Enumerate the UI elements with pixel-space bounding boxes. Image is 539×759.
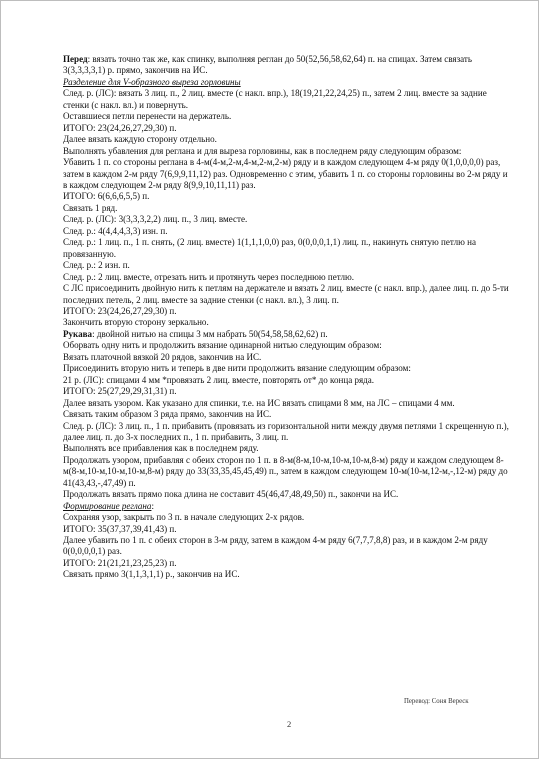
- paragraph-text: След. р. (ЛС): 3(3,3,3,2,2) лиц. п., 3 лиц. вместе.: [63, 214, 248, 225]
- paragraph-text: Закончить вторую сторону зеркально.: [63, 317, 209, 328]
- paragraph-text: ИТОГО: 35(37,37,39,41,43) п.: [63, 523, 177, 534]
- paragraph: [63, 375, 513, 386]
- paragraph-text: Выполнять убавления для реглана и для выреза горловины, как в последнем ряду следующим образом:: [63, 145, 462, 156]
- section-heading-suffix: :: [151, 500, 154, 511]
- paragraph: [63, 237, 513, 260]
- paragraph-text: ИТОГО: 25(27,29,29,31,31) п.: [63, 386, 177, 397]
- paragraph: [63, 489, 513, 500]
- paragraph: [63, 306, 513, 317]
- paragraph-text: С ЛС присоединить двойную нить к петлям на держателе и вязать 2 лиц. вместе (с накл. впр.), далее лиц. п. до 5-ти последних петель, 2 лиц. вместе за задние стенки (с накл. вл.), 3 лиц. п.: [63, 283, 509, 305]
- paragraph-text: Связать прямо 3(1,1,3,1,1) р., закончив на ИС.: [63, 569, 240, 580]
- paragraph: [63, 317, 513, 328]
- paragraph: [63, 363, 513, 374]
- paragraph-text: Присоединить вторую нить и теперь в две нити продолжить вязание следующим образом:: [63, 363, 411, 374]
- paragraph-text: Продолжать узором, прибавляя с обеих сторон по 1 п. в 8-м(8-м,10-м,10-м,10-м,8-м) ряду и каждом следующем 8-м(8-м,10-м,10-м,10-м,8-м) ряду до 33(33,35,45,45,49) п., затем в каждом следующем 10-м(10-м,12-м,-,12-м) ряду до 41(43,43,-,47,49) п.: [63, 454, 508, 488]
- paragraph: [63, 409, 513, 420]
- paragraph: [63, 54, 513, 77]
- paragraph-text: Связать таким образом 3 ряда прямо, закончив на ИС.: [63, 409, 272, 420]
- section-heading: [63, 77, 513, 88]
- paragraph: [63, 386, 513, 397]
- paragraph-text: Продолжать вязать прямо пока длина не составит 45(46,47,48,49,50) п., закончи на ИС.: [63, 489, 399, 500]
- paragraph: [63, 134, 513, 145]
- paragraph-text: ИТОГО: 23(24,26,27,29,30) п.: [63, 305, 177, 316]
- paragraph: [63, 226, 513, 237]
- paragraph-text: След. р. (ЛС): вязать 3 лиц. п., 2 лиц. вместе (с накл. впр.), 18(19,21,22,24,25) п., затем 2 лиц. вместе за задние стенки (с накл. вл.) и повернуть.: [63, 88, 487, 110]
- paragraph: [63, 524, 513, 535]
- paragraph: [63, 283, 513, 306]
- paragraph-text: Далее вязать узором. Как указано для спинки, т.е. на ИС вязать спицами 8 мм, на ЛС – спицами 4 мм.: [63, 397, 455, 408]
- paragraph-text: ИТОГО: 23(24,26,27,29,30) п.: [63, 122, 177, 133]
- paragraph: [63, 191, 513, 202]
- section-heading-text: Разделение для V-образного выреза горловины: [63, 76, 241, 87]
- paragraph-text: След. р.: 4(4,4,4,3,3) изн. п.: [63, 225, 168, 236]
- paragraph: [63, 146, 513, 157]
- paragraph-text: След. р.: 1 лиц. п., 1 п. снять, (2 лиц. вместе) 1(1,1,1,0,0) раз, 0(0,0,0,1,1) лиц. п., накинуть снятую петлю на провязанную.: [63, 237, 477, 259]
- paragraph: [63, 569, 513, 580]
- paragraph: [63, 421, 513, 444]
- paragraph-text: Оставшиеся петли перенести на держатель.: [63, 111, 232, 122]
- paragraph-text: : двойной нитью на спицы 3 мм набрать 50(54,58,58,62,62) п.: [92, 328, 328, 339]
- paragraph: [63, 203, 513, 214]
- paragraph: [63, 535, 513, 558]
- paragraph-text: 21 р. (ЛС): спицами 4 мм *провязать 2 лиц. вместе, повторять от* до конца ряда.: [63, 374, 375, 385]
- paragraph-text: ИТОГО: 6(6,6,6,5,5) п.: [63, 191, 150, 202]
- translator-credit: Перевод: Соня Вереск: [404, 698, 469, 705]
- document-body: [63, 54, 513, 581]
- paragraph-lead: Рукава: [63, 328, 93, 339]
- section-heading: [63, 501, 513, 512]
- paragraph-text: Вязать платочной вязкой 20 рядов, закончив на ИС.: [63, 351, 262, 362]
- paragraph: [63, 340, 513, 351]
- paragraph: [63, 329, 513, 340]
- paragraph: [63, 260, 513, 271]
- paragraph: [63, 352, 513, 363]
- paragraph-text: След. р. (ЛС): 3 лиц. п., 1 п. прибавить (провязать из горизонтальной нити между двумя петлями 1 скрещенную п.), далее лиц. п. до 3-х последних п., 1 п. прибавить, 3 лиц. п.: [63, 420, 509, 442]
- paragraph-text: Сохраняя узор, закрыть по 3 п. в начале следующих 2-х рядов.: [63, 512, 305, 523]
- paragraph-text: Убавить 1 п. со стороны реглана в 4-м(4-м,2-м,4-м,2-м,2-м) ряду и в каждом следующем 4-м ряду 0(1,0,0,0,0) раз, затем в каждом 2-м ряду 7(6,9,9,11,12) раз. Одновременно с этим, убавить 1 п. со стороны горловины во 2-м ряду и в каждом следующем 2-м ряду 8(9,9,10,11,11) раз.: [63, 157, 508, 190]
- paragraph-text: Выполнять все прибавления как в последнем ряду.: [63, 443, 259, 454]
- paragraph: [63, 214, 513, 225]
- paragraph-lead: Перед: [63, 54, 88, 64]
- paragraph-text: След. р.: 2 изн. п.: [63, 260, 130, 271]
- paragraph: [63, 123, 513, 134]
- paragraph: [63, 455, 513, 489]
- paragraph: [63, 157, 513, 191]
- paragraph: [63, 111, 513, 122]
- paragraph: [63, 398, 513, 409]
- paragraph-text: Далее убавить по 1 п. с обеих сторон в 3-м ряду, затем в каждом 4-м ряду 6(7,7,7,8,8) раз, и в каждом 2-м ряду 0(0,0,0,0,1) раз.: [63, 535, 488, 557]
- paragraph-text: ИТОГО: 21(21,21,23,25,23) п.: [63, 557, 177, 568]
- paragraph: [63, 558, 513, 569]
- paragraph-text: Связать 1 ряд.: [63, 202, 118, 213]
- paragraph: [63, 443, 513, 454]
- paragraph: [63, 88, 513, 111]
- paragraph-text: След. р.: 2 лиц. вместе, отрезать нить и протянуть через последнюю петлю.: [63, 271, 355, 282]
- paragraph: [63, 512, 513, 523]
- paragraph-text: Оборвать одну нить и продолжить вязание одинарной нитью следующим образом:: [63, 340, 382, 351]
- page-number: 2: [287, 719, 292, 729]
- paragraph: [63, 272, 513, 283]
- paragraph-text: Далее вязать каждую сторону отдельно.: [63, 134, 217, 145]
- section-heading-text: Формирование реглана: [63, 500, 152, 511]
- paragraph-text: : вязать точно так же, как спинку, выполняя реглан до 50(52,56,58,62,64) п. на спицах. Затем связать 3(3,3,3,3,1) р. прямо, закончив на ИС.: [63, 54, 473, 76]
